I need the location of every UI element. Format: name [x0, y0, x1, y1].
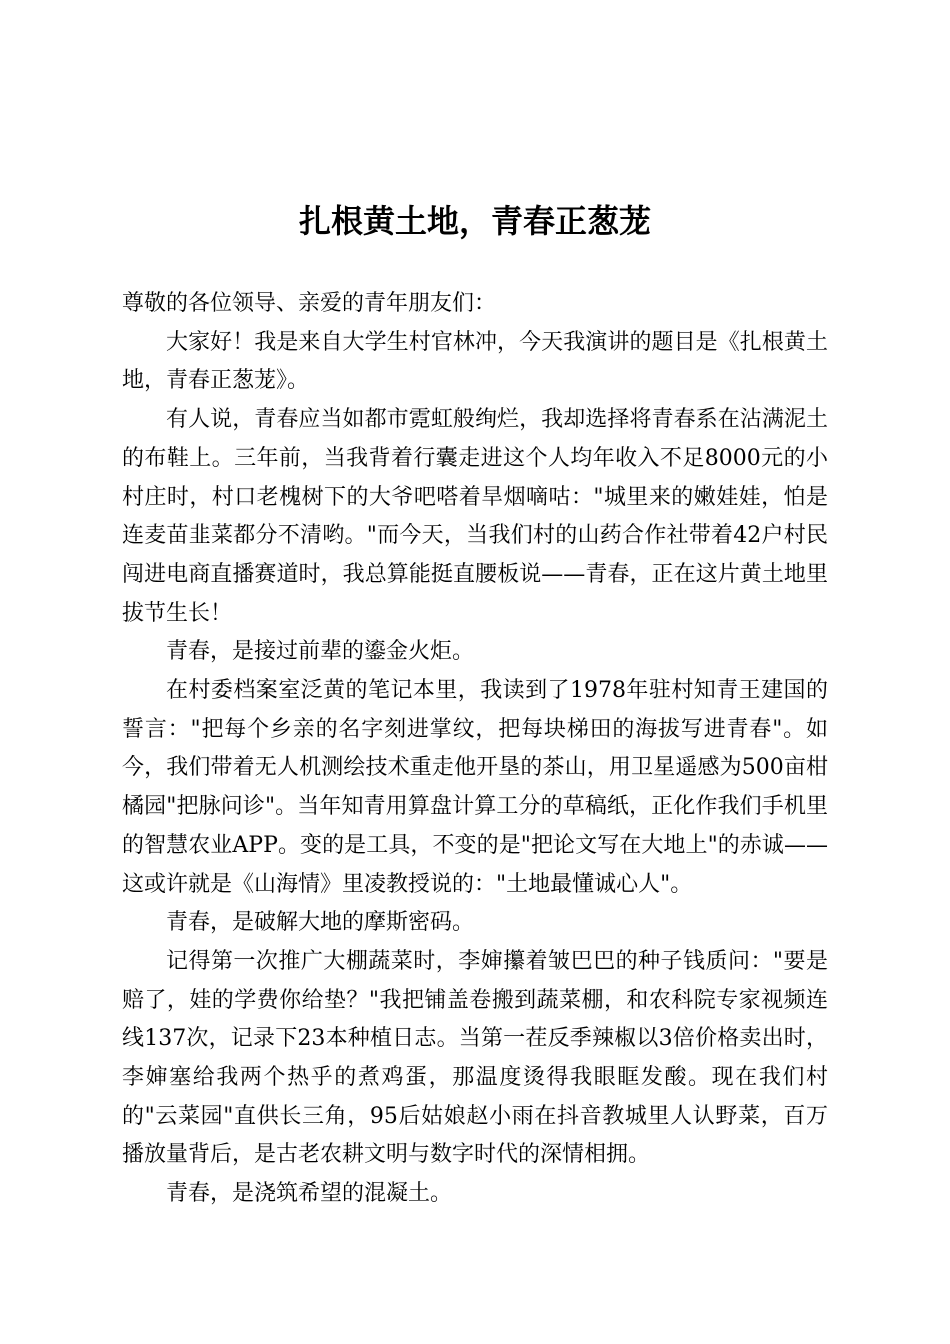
salutation: 尊敬的各位领导、亲爱的青年朋友们： — [122, 291, 497, 316]
paragraph-introduction: 有人说，青春应当如都市霓虹般绚烂，我却选择将青春系在沾满泥土的布鞋上。三年前，当我背着行囊走进这个人均年收入不足8000元的小村庄时，村口老槐树下的大爷吧嗒着旱烟嘀咕："城里来的嫩娃娃，怕是连麦苗韭菜都分不清哟。"而今天，当我们村的山药合作社带着42户村民闯进电商直播赛道时，我总算能挺直腰板说——青春，正在这片黄土地里拔节生长！ — [122, 407, 828, 626]
section-heading-torch: 青春，是接过前辈的鎏金火炬。 — [166, 639, 475, 665]
paragraph-archive: 在村委档案室泛黄的笔记本里，我读到了1978年驻村知青王建国的誓言："把每个乡亲的名字刻进掌纹，把每块梯田的海拔写进青春"。如今，我们带着无人机测绘技术重走他开垦的茶山，用卫星遥感为500亩柑橘园"把脉问诊"。当年知青用算盘计算工分的草稿纸，正化作我们手机里的智慧农业APP。变的是工具，不变的是"把论文写在大地上"的赤诚——这或许就是《山海情》里凌教授说的："土地最懂诚心人"。 — [122, 678, 828, 897]
document-title: 扎根黄土地，青春正葱茏 — [298, 202, 651, 240]
document-body — [122, 285, 828, 1214]
paragraph-greeting: 大家好！我是来自大学生村官林冲，今天我演讲的题目是《扎根黄土地，青春正葱茏》。 — [122, 329, 828, 394]
section-heading-concrete: 青春，是浇筑希望的混凝土。 — [166, 1181, 453, 1207]
section-heading-morse-code: 青春，是破解大地的摩斯密码。 — [166, 910, 475, 936]
paragraph-greenhouse: 记得第一次推广大棚蔬菜时，李婶攥着皱巴巴的种子钱质问："要是赔了，娃的学费你给垫？"我把铺盖卷搬到蔬菜棚，和农科院专家视频连线137次，记录下23本种植日志。当第一茬反季辣椒以3倍价格卖出时，李婶塞给我两个热乎的煮鸡蛋，那温度烫得我眼眶发酸。现在我们村的"云菜园"直供长三角，95后姑娘赵小雨在抖音教城里人认野菜，百万播放量背后，是古老农耕文明与数字时代的深情相拥。 — [122, 948, 828, 1168]
